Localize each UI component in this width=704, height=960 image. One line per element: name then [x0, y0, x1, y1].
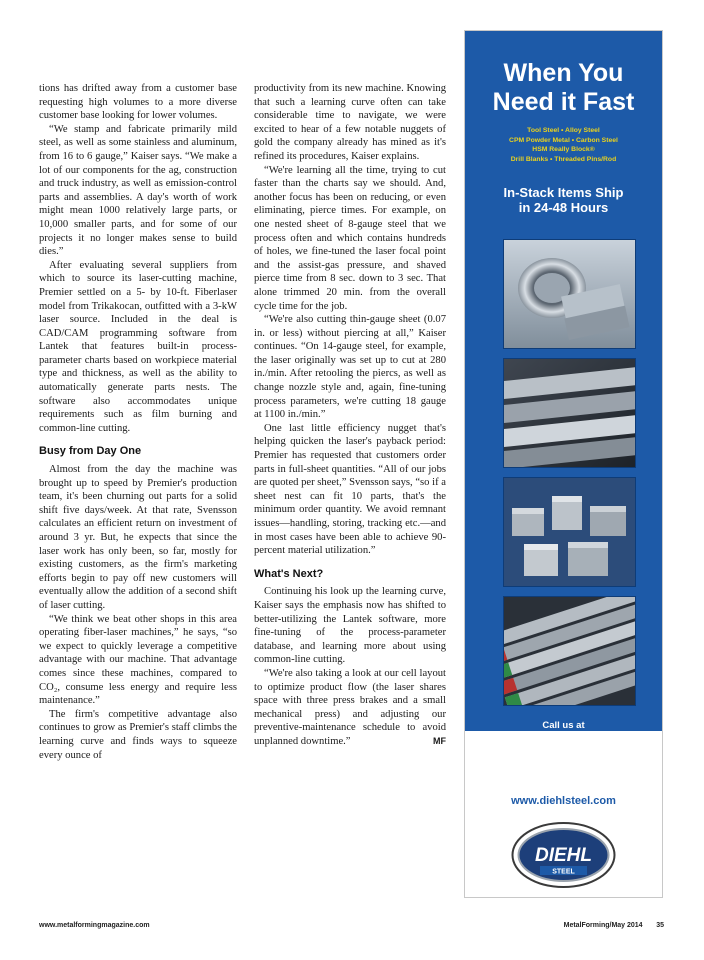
- paragraph: The firm's competitive advantage also continues to grow as Premier's staff climbs the learning curve and finds ways to squeeze every ounce of: [39, 708, 237, 761]
- paragraph: Continuing his look up the learning curve, Kaiser says the emphasis now has shifted to better-utilizing the Lantek software, more fine-tuning of the process-parameter database, and learning more about using common-line cutting.: [254, 586, 446, 666]
- ad-headline-line: Need it Fast: [492, 88, 635, 116]
- ad-product-list: [465, 126, 662, 164]
- ad-call-label: Call us at: [542, 720, 585, 731]
- ad-headline-line: When You: [503, 59, 624, 87]
- ad-phone[interactable]: (513) 242-8900: [531, 733, 596, 744]
- paragraph: “We're also cutting thin-gauge sheet (0.07 in. or less) without piercing at all,” Kaiser continues. “On 14-gauge steel, for example, the laser originally was set up to cut at 280 in./min. After retooling the piercs, as well as change nozzle style and, again, fine-tuning process parameters, we're cutting 18 gauge at 1100 in./min.”: [254, 314, 446, 421]
- round-bars-image: [504, 597, 636, 706]
- ad-photo-flat-bars: [503, 358, 636, 468]
- diehl-steel-logo: [510, 821, 617, 889]
- flat-bars-image: [504, 359, 636, 468]
- end-mark: MF: [433, 735, 446, 746]
- article-column-left: [39, 82, 237, 762]
- section-heading: What's Next?: [254, 567, 324, 580]
- bar-coil-image: [504, 240, 636, 349]
- paragraph: After evaluating several suppliers from which to source its laser-cutting machine, Premier settled on a 5- by 10-ft. Fiberlaser model from Trikakocan, outfitted with a 3-kW laser source. Included in the deal is CAD/CAM programming software from Lantek that features built-in process-parameter charts based on workpiece material type and thickness, as well as the ability to automatically generate parts nests. The software also accommodates unique requirements such as film burning and common-line cutting.: [39, 259, 237, 434]
- ad-photo-round-bars: [503, 596, 636, 706]
- paragraph: [254, 667, 446, 749]
- page-number: 35: [656, 922, 664, 929]
- ad-product-line: Tool Steel • Alloy Steel: [527, 127, 600, 134]
- steel-blocks-image: [504, 478, 636, 587]
- paragraph: One last little efficiency nugget that's helping quicken the laser's payback period: Premier has requested that customers order parts in full-sheet quantities. “All of our jobs are quoted per sheet,” Svensson says, “so if a sheet nest can fit 10 parts, that's the minimum order quantity. We avoid remnant issues—handling, storing, tracking etc.—and in most cases have been able to achieve 90-percent material utilization.”: [254, 422, 446, 557]
- ad-phone[interactable]: 1-800-543-1566: [529, 759, 598, 770]
- ad-photo-steel-blocks: [503, 477, 636, 587]
- paragraph: Almost from the day the machine was brought up to speed by Premier's production team, it's been churning out parts for a solid shift five days/week. At that rate, Svensson calculates an efficient return on investment of around 3 yr. But, he expects that since the laser work has only been, so far, mostly for existing customers, as the firm's marketing efforts begin to pay off new customers will eventually allow the addition of a second shift of laser cutting.: [39, 464, 237, 611]
- paragraph: “We think we beat other shops in this area operating fiber-laser machines,” he says, “so we expect to quickly leverage a competitive advantage with our machine. That advantage comes since these machines, compared to CO₂, consume less energy and require less maintenance.”: [39, 613, 237, 707]
- ad-product-line: HSM Really Block®: [532, 146, 595, 154]
- ad-ship-statement: [465, 185, 662, 215]
- paragraph: productivity from its new machine. Knowing that such a learning curve often can take considerable time to navigate, we were excited to hear of a few notable nuggets of gold the company already has mined as it's refined its procedures, Kaiser explains.: [254, 83, 446, 162]
- ad-headline: [465, 59, 662, 117]
- advertisement[interactable]: [464, 30, 663, 898]
- article-column-middle: [254, 82, 446, 749]
- logo-emblem-icon: [510, 821, 617, 889]
- ad-contact: [465, 719, 662, 771]
- footer-website: www.metalformingmagazine.com: [39, 922, 150, 929]
- ad-product-line: Drill Blanks • Threaded Pins/Rod: [510, 155, 617, 163]
- ad-photo-bar-coil: [503, 239, 636, 349]
- ad-ship-line: in 24-48 Hours: [518, 200, 609, 215]
- logo-subtitle: STEEL: [552, 868, 575, 876]
- ad-or-label: or: [558, 746, 569, 757]
- footer-issue: [564, 922, 664, 929]
- paragraph: “We're learning all the time, trying to cut faster than the charts say we should. And, another focus has been on reducing, or even eliminating, pierce times. For example, on one nested sheet of 8-gauge steel that we process often and which contains hundreds of holes, we fine-tuned the laser focal point and the assist-gas pressure, and shaved pierce time from 8 sec. down to 3 sec. That alone trimmed 20 min. from the overall cycle time for the job.: [254, 164, 446, 312]
- paragraph: tions has drifted away from a customer base requesting high volumes to a more diverse customer base looking for lower volumes.: [39, 83, 237, 122]
- footer-issue-label: MetalForming/May 2014: [563, 922, 643, 929]
- section-heading: Busy from Day One: [39, 445, 142, 458]
- ad-website-link[interactable]: www.diehlsteel.com: [511, 795, 616, 807]
- paragraph: “We stamp and fabricate primarily mild steel, as well as some stainless and aluminum, from 16 to 6 gauge,” Kaiser says. “We make a lot of our components for the ag, construction and truck industry, as well as emission-control parts and assemblies. A day's worth of work might mean 1000 relatively large parts, or 10,000 smaller parts, and for some of our projects it no longer makes sense to build dies.”: [39, 123, 237, 258]
- logo-wordmark: DIEHL: [535, 845, 592, 866]
- ad-ship-line: In-Stack Items Ship: [503, 185, 624, 200]
- ad-product-line: CPM Powder Metal • Carbon Steel: [509, 136, 618, 144]
- paragraph-text: “We're also taking a look at our cell layout to optimize product flow (the laser shares space with three press brakes and a small mechanical press) and adjusting our preventive-maintenance schedule to avoid unplanned downtime.”: [254, 667, 446, 747]
